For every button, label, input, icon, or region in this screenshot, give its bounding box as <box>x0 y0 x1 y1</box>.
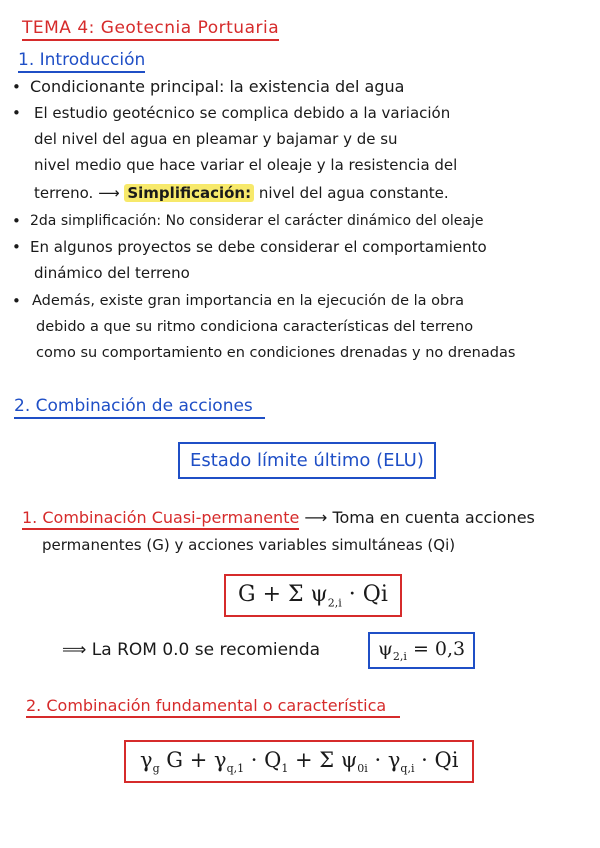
formula-2-part: γ <box>140 748 153 772</box>
bullet-5-line-3: como su comportamiento en condiciones drenadas y no drenadas <box>36 345 516 361</box>
formula-2-part: · γ <box>367 748 401 772</box>
formula-2-box <box>124 740 474 783</box>
psi-symbol: ψ <box>378 638 393 660</box>
bullet-2-line-3: nivel medio que hace variar el oleaje y la resistencia del <box>34 156 458 174</box>
section-1-heading: 1. Introducción <box>18 50 145 73</box>
bullet-4-line-1: En algunos proyectos se debe considerar el comportamiento <box>30 238 487 256</box>
formula-1-subscript: 2,i <box>327 596 342 610</box>
simplification-text: nivel del agua constante. <box>258 184 449 202</box>
bullet-dot: • <box>12 104 21 122</box>
bullet-dot: • <box>12 292 21 310</box>
double-arrow-icon: ⟹ <box>62 640 87 660</box>
bullet-2-line-1: El estudio geotécnico se complica debido a la variación <box>34 104 451 122</box>
combination-1-desc-line-2: permanentes (G) y acciones variables simultáneas (Qi) <box>42 536 456 554</box>
formula-2-part: G + γ <box>159 748 227 772</box>
bullet-2-line-4 <box>34 180 449 206</box>
formula-2-subscript: q,i <box>400 762 415 776</box>
simplification-highlight: Simplificación: <box>124 184 254 202</box>
bullet-3-text: 2da simplificación: No considerar el carácter dinámico del oleaje <box>30 213 484 229</box>
terreno-word: terreno. <box>34 184 94 202</box>
formula-1-part: G + Σ ψ <box>238 582 328 607</box>
section-2-heading: 2. Combinación de acciones <box>14 396 265 419</box>
elu-box: Estado límite último (ELU) <box>178 442 436 479</box>
formula-1-box <box>224 574 402 617</box>
bullet-dot: • <box>12 238 21 256</box>
bullet-5-line-2: debido a que su ritmo condiciona características del terreno <box>36 319 474 335</box>
formula-2-subscript: 0i <box>357 762 368 776</box>
page-title: TEMA 4: Geotecnia Portuaria <box>22 18 279 41</box>
formula-1-part: · Qi <box>341 582 388 607</box>
combination-2-heading: 2. Combinación fundamental o característica <box>26 696 400 718</box>
psi-value: = 0,3 <box>406 638 466 660</box>
formula-2-subscript: g <box>152 762 160 776</box>
bullet-2-line-2: del nivel del agua en pleamar y bajamar y de su <box>34 130 398 148</box>
formula-2-subscript: 1 <box>281 762 289 776</box>
bullet-4-line-2: dinámico del terreno <box>34 264 190 282</box>
formula-2-part: · Q <box>244 748 282 772</box>
formula-2-part: · Qi <box>414 748 459 772</box>
bullet-1-text: Condicionante principal: la existencia del agua <box>30 77 405 96</box>
bullet-5-line-1: Además, existe gran importancia en la ejecución de la obra <box>32 293 465 309</box>
formula-2-subscript: q,1 <box>226 762 245 776</box>
rom-text: La ROM 0.0 se recomienda <box>91 640 321 660</box>
rom-row <box>62 640 320 660</box>
combination-1-heading: 1. Combinación Cuasi-permanente <box>22 508 299 530</box>
arrow-icon: ⟶ <box>304 508 328 527</box>
formula-2-part: + Σ ψ <box>288 748 358 772</box>
combination-1-desc-line-1: Toma en cuenta acciones <box>332 508 535 527</box>
combination-1-row <box>22 508 535 527</box>
arrow-icon: ⟶ <box>98 184 120 202</box>
psi-subscript: 2,i <box>392 649 407 663</box>
bullet-dot: • <box>12 212 21 230</box>
psi-value-box <box>368 632 475 669</box>
bullet-dot: • <box>12 78 21 96</box>
